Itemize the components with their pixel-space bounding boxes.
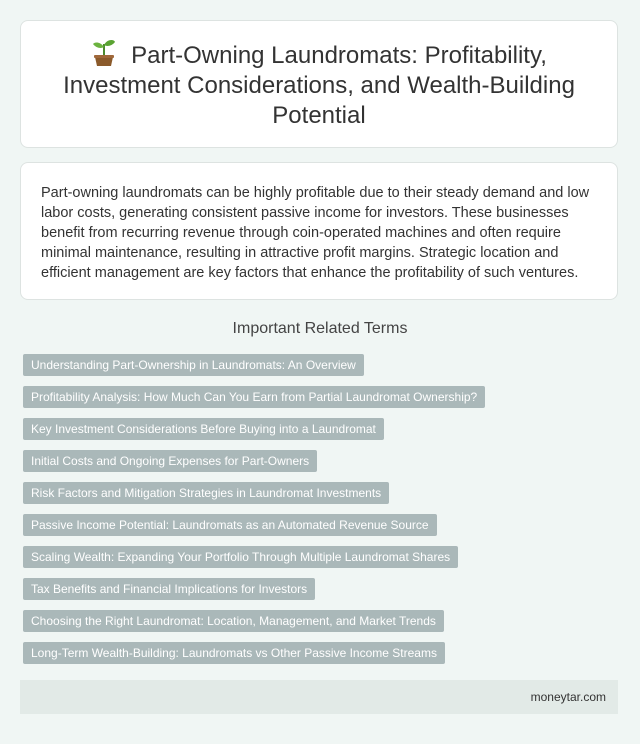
footer-site-name: moneytar.com: [530, 690, 606, 704]
page-title: Part-Owning Laundromats: Profitability, Investment Considerations, and Wealth-Building Potential: [63, 41, 575, 129]
page-title-block: [51, 38, 587, 131]
related-term-link[interactable]: Understanding Part-Ownership in Laundromats: An Overview: [23, 354, 364, 376]
sprout-icon: [91, 38, 117, 68]
intro-text: Part-owning laundromats can be highly profitable due to their steady demand and low labor costs, generating consistent passive income for investors. These businesses benefit from recurring revenue through coin-operated machines and often require minimal maintenance, resulting in attractive profit margins. Strategic location and efficient management are key factors that enhance the profitability of such ventures.: [41, 185, 590, 281]
related-terms-list: [23, 354, 623, 674]
related-terms-heading: Important Related Terms: [232, 320, 408, 337]
related-term-link[interactable]: Long-Term Wealth-Building: Laundromats vs Other Passive Income Streams: [23, 642, 445, 664]
related-term-link[interactable]: Initial Costs and Ongoing Expenses for Part-Owners: [23, 450, 317, 472]
related-term-link[interactable]: Risk Factors and Mitigation Strategies in Laundromat Investments: [23, 482, 389, 504]
related-term-link[interactable]: Passive Income Potential: Laundromats as an Automated Revenue Source: [23, 514, 437, 536]
related-term-link[interactable]: Choosing the Right Laundromat: Location, Management, and Market Trends: [23, 610, 444, 632]
footer-bar: [20, 680, 618, 714]
related-term-link[interactable]: Profitability Analysis: How Much Can You Earn from Partial Laundromat Ownership?: [23, 386, 485, 408]
related-term-link[interactable]: Scaling Wealth: Expanding Your Portfolio Through Multiple Laundromat Shares: [23, 546, 458, 568]
related-term-link[interactable]: Key Investment Considerations Before Buying into a Laundromat: [23, 418, 384, 440]
related-term-link[interactable]: Tax Benefits and Financial Implications for Investors: [23, 578, 315, 600]
intro-card: [20, 162, 618, 300]
title-card: [20, 20, 618, 148]
